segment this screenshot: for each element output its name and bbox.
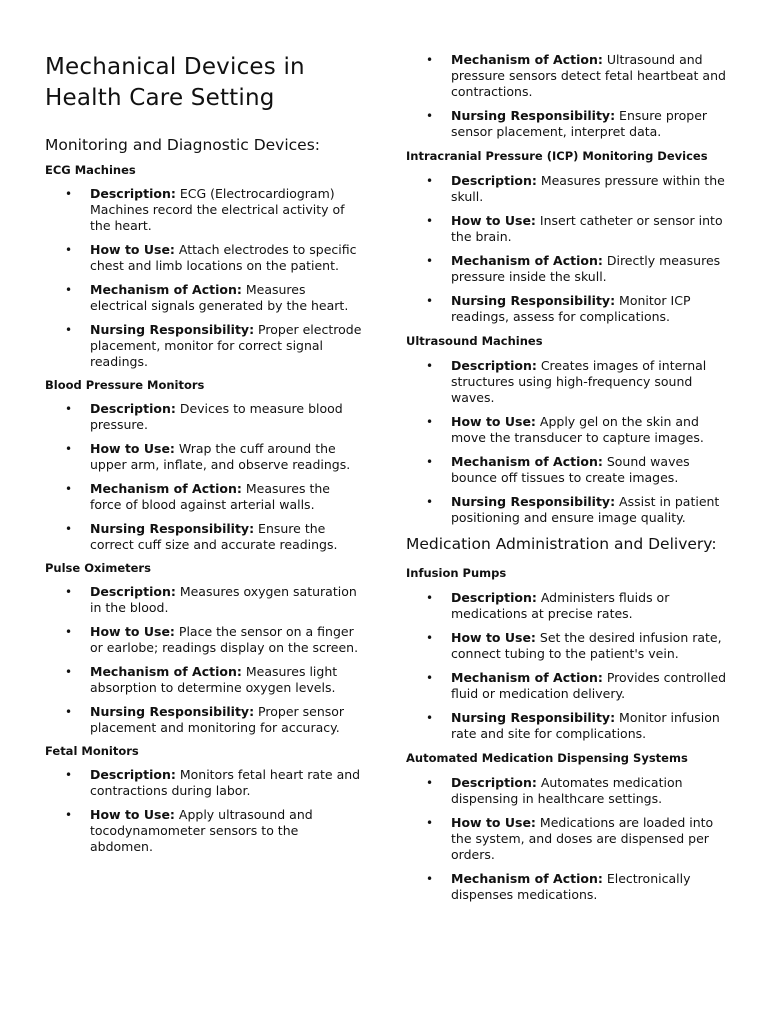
list-item — [45, 322, 365, 370]
item-text: Measures electrical signals generated by the heart. — [90, 282, 349, 313]
item-label: Description: — [90, 584, 176, 599]
section-title-monitoring: Monitoring and Diagnostic Devices: — [45, 136, 321, 154]
list-item — [45, 282, 365, 314]
list-item — [406, 670, 732, 702]
item-text: Ensure the correct cuff size and accurate readings. — [90, 521, 338, 552]
item-text: Provides controlled fluid or medication delivery. — [451, 670, 727, 701]
list-item — [45, 624, 365, 656]
list-fetal-monitors-continued — [406, 52, 732, 140]
list-item — [406, 494, 732, 526]
item-label: Description: — [90, 186, 176, 201]
item-label: Nursing Responsibility: — [90, 322, 255, 337]
item-label: Mechanism of Action: — [451, 871, 603, 886]
list-item — [406, 52, 732, 100]
list-item — [45, 186, 365, 234]
item-label: Nursing Responsibility: — [451, 710, 616, 725]
list-item — [406, 454, 732, 486]
item-label: How to Use: — [451, 213, 536, 228]
list-item — [406, 710, 732, 742]
item-text: Sound waves bounce off tissues to create images. — [451, 454, 690, 485]
list-item — [406, 775, 732, 807]
list-item — [406, 358, 732, 406]
group-heading-pulse-oximeters: Pulse Oximeters — [45, 561, 151, 575]
list-item — [45, 401, 365, 433]
list-item — [406, 173, 732, 205]
list-item — [406, 108, 732, 140]
item-label: Mechanism of Action: — [90, 481, 242, 496]
item-text: Devices to measure blood pressure. — [90, 401, 343, 432]
group-heading-icp: Intracranial Pressure (ICP) Monitoring Devices — [406, 149, 708, 163]
item-label: How to Use: — [451, 414, 536, 429]
item-label: How to Use: — [451, 630, 536, 645]
item-text: Measures light absorption to determine oxygen levels. — [90, 664, 338, 695]
item-text: Proper electrode placement, monitor for correct signal readings. — [90, 322, 362, 369]
item-text: Set the desired infusion rate, connect tubing to the patient's vein. — [451, 630, 722, 661]
item-text: Measures pressure within the skull. — [451, 173, 725, 204]
list-item — [406, 213, 732, 245]
list-fetal-monitors — [45, 767, 365, 855]
item-text: Administers fluids or medications at precise rates. — [451, 590, 670, 621]
item-text: ECG (Electrocardiogram) Machines record the electrical activity of the heart. — [90, 186, 345, 233]
list-ecg — [45, 186, 365, 370]
item-text: Medications are loaded into the system, and doses are dispensed per orders. — [451, 815, 714, 862]
right-column — [406, 0, 732, 911]
item-text: Creates images of internal structures using high-frequency sound waves. — [451, 358, 707, 405]
item-label: Description: — [90, 767, 176, 782]
item-label: Description: — [90, 401, 176, 416]
item-label: Mechanism of Action: — [451, 454, 603, 469]
item-label: Mechanism of Action: — [90, 282, 242, 297]
list-item — [406, 815, 732, 863]
item-label: Nursing Responsibility: — [90, 521, 255, 536]
list-pulse-oximeters — [45, 584, 365, 736]
list-item — [406, 630, 732, 662]
list-item — [406, 414, 732, 446]
item-label: Description: — [451, 173, 537, 188]
item-label: How to Use: — [451, 815, 536, 830]
item-text: Monitor ICP readings, assess for complications. — [451, 293, 691, 324]
section-title-medication: Medication Administration and Delivery: — [406, 535, 717, 553]
item-label: Nursing Responsibility: — [451, 494, 616, 509]
item-text: Assist in patient positioning and ensure image quality. — [451, 494, 720, 525]
item-label: Nursing Responsibility: — [90, 704, 255, 719]
item-label: Description: — [451, 775, 537, 790]
item-label: Description: — [451, 590, 537, 605]
item-text: Electronically dispenses medications. — [451, 871, 691, 902]
list-infusion-pumps — [406, 590, 732, 742]
item-text: Monitor infusion rate and site for complications. — [451, 710, 720, 741]
group-heading-infusion-pumps: Infusion Pumps — [406, 566, 507, 580]
item-text: Ultrasound and pressure sensors detect fetal heartbeat and contractions. — [451, 52, 726, 99]
list-item — [45, 521, 365, 553]
list-item — [406, 293, 732, 325]
list-blood-pressure — [45, 401, 365, 553]
list-item — [45, 242, 365, 274]
list-item — [406, 871, 732, 903]
left-column — [45, 0, 365, 863]
item-text: Proper sensor placement and monitoring for accuracy. — [90, 704, 345, 735]
item-text: Place the sensor on a finger or earlobe; readings display on the screen. — [90, 624, 359, 655]
group-heading-dispensing-systems: Automated Medication Dispensing Systems — [406, 751, 688, 765]
item-label: How to Use: — [90, 242, 175, 257]
group-heading-ultrasound: Ultrasound Machines — [406, 334, 543, 348]
item-label: Mechanism of Action: — [451, 52, 603, 67]
item-label: How to Use: — [90, 624, 175, 639]
item-label: Mechanism of Action: — [451, 253, 603, 268]
item-text: Attach electrodes to specific chest and limb locations on the patient. — [90, 242, 357, 273]
item-text: Measures oxygen saturation in the blood. — [90, 584, 357, 615]
group-heading-ecg: ECG Machines — [45, 163, 136, 177]
item-text: Apply ultrasound and tocodynamometer sensors to the abdomen. — [90, 807, 313, 854]
item-text: Insert catheter or sensor into the brain. — [451, 213, 723, 244]
item-text: Apply gel on the skin and move the transducer to capture images. — [451, 414, 704, 445]
item-text: Directly measures pressure inside the skull. — [451, 253, 721, 284]
item-text: Wrap the cuff around the upper arm, inflate, and observe readings. — [90, 441, 351, 472]
item-text: Ensure proper sensor placement, interpret data. — [451, 108, 708, 139]
item-label: Nursing Responsibility: — [451, 293, 616, 308]
list-item — [45, 704, 365, 736]
group-heading-blood-pressure: Blood Pressure Monitors — [45, 378, 205, 392]
list-item — [406, 253, 732, 285]
list-ultrasound — [406, 358, 732, 526]
item-label: How to Use: — [90, 441, 175, 456]
document-title: Mechanical Devices in Health Care Setting — [45, 54, 305, 111]
list-item — [45, 481, 365, 513]
list-dispensing-systems — [406, 775, 732, 903]
item-label: Nursing Responsibility: — [451, 108, 616, 123]
item-label: Description: — [451, 358, 537, 373]
item-text: Monitors fetal heart rate and contractions during labor. — [90, 767, 361, 798]
list-item — [45, 664, 365, 696]
list-item — [45, 807, 365, 855]
list-icp — [406, 173, 732, 325]
item-text: Automates medication dispensing in healthcare settings. — [451, 775, 683, 806]
list-item — [45, 584, 365, 616]
list-item — [45, 767, 365, 799]
group-heading-fetal-monitors: Fetal Monitors — [45, 744, 139, 758]
item-label: How to Use: — [90, 807, 175, 822]
list-item — [406, 590, 732, 622]
item-label: Mechanism of Action: — [90, 664, 242, 679]
list-item — [45, 441, 365, 473]
item-label: Mechanism of Action: — [451, 670, 603, 685]
item-text: Measures the force of blood against arterial walls. — [90, 481, 330, 512]
